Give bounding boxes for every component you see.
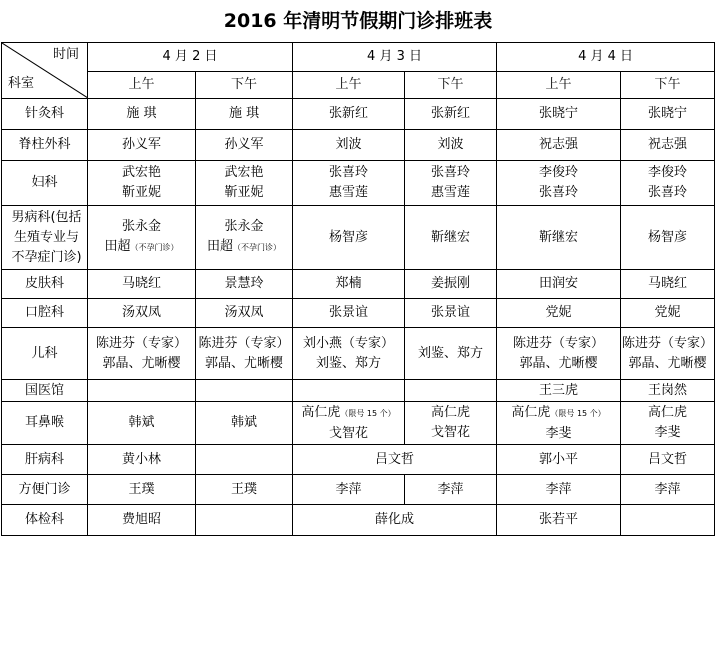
corner-time-label: 时间 bbox=[52, 47, 79, 62]
schedule-cell-empty bbox=[196, 505, 293, 536]
doctor-name: 李斐 bbox=[654, 425, 681, 440]
table-row bbox=[2, 402, 715, 445]
doctor-name: 武宏艳 bbox=[224, 165, 264, 180]
table-row bbox=[2, 328, 715, 380]
schedule-cell: 田润安 bbox=[497, 270, 621, 299]
schedule-cell: 汤双凤 bbox=[196, 299, 293, 328]
schedule-cell: 张新红 bbox=[293, 99, 405, 130]
doctor-name: 张喜玲 bbox=[648, 185, 688, 200]
schedule-cell: 靳继宏 bbox=[497, 206, 621, 270]
schedule-cell: 韩斌 bbox=[196, 402, 293, 445]
schedule-cell: 郑楠 bbox=[293, 270, 405, 299]
schedule-cell: 马晓红 bbox=[621, 270, 715, 299]
schedule-cell: 吕文哲 bbox=[621, 445, 715, 475]
table-row bbox=[2, 206, 715, 270]
doctor-name: 戈智花 bbox=[329, 425, 369, 441]
doctor-name: 靳亚妮 bbox=[224, 185, 264, 200]
doctor-name: 高仁虎 bbox=[431, 405, 471, 420]
doctor-name: 郭晶、尤晰樱 bbox=[102, 355, 181, 371]
dept-name: 方便门诊 bbox=[2, 475, 88, 505]
date-header-apr2: 4 月 2 日 bbox=[88, 43, 293, 72]
doctor-name-with-note bbox=[88, 237, 195, 258]
period-pm: 下午 bbox=[405, 71, 497, 99]
table-row bbox=[2, 99, 715, 130]
schedule-cell-empty bbox=[196, 445, 293, 475]
doctor-name: 李俊玲 bbox=[539, 165, 579, 180]
schedule-cell: 张晓宁 bbox=[497, 99, 621, 130]
doctor-name: 惠雪莲 bbox=[329, 185, 369, 200]
schedule-cell: 党妮 bbox=[497, 299, 621, 328]
schedule-table bbox=[1, 42, 715, 536]
schedule-cell-empty bbox=[293, 380, 405, 402]
schedule-cell: 吕文哲 bbox=[293, 445, 497, 475]
schedule-cell bbox=[497, 402, 621, 445]
dept-name-line: 生殖专业与 bbox=[13, 229, 79, 245]
table-row bbox=[2, 445, 715, 475]
schedule-cell bbox=[293, 328, 405, 380]
schedule-cell: 杨智彦 bbox=[293, 206, 405, 270]
schedule-cell: 薛化成 bbox=[293, 505, 497, 536]
date-header-apr3: 4 月 3 日 bbox=[293, 43, 497, 72]
schedule-cell bbox=[293, 402, 405, 445]
schedule-cell bbox=[196, 328, 293, 380]
dept-name-line: 男病科(包括 bbox=[11, 209, 82, 225]
dept-name bbox=[2, 206, 88, 270]
dept-name: 皮肤科 bbox=[2, 270, 88, 299]
doctor-name-with-note bbox=[293, 403, 404, 424]
period-pm: 下午 bbox=[196, 71, 293, 99]
dept-name: 儿科 bbox=[2, 328, 88, 380]
doctor-name-with-note bbox=[497, 403, 620, 424]
table-row bbox=[2, 130, 715, 161]
schedule-cell: 张景谊 bbox=[293, 299, 405, 328]
doctor-name: 郭晶、尤晰樱 bbox=[628, 355, 707, 371]
schedule-cell: 张新红 bbox=[405, 99, 497, 130]
schedule-cell: 景慧玲 bbox=[196, 270, 293, 299]
schedule-cell: 刘波 bbox=[293, 130, 405, 161]
period-am: 上午 bbox=[497, 71, 621, 99]
schedule-cell bbox=[497, 328, 621, 380]
schedule-cell: 李萍 bbox=[621, 475, 715, 505]
schedule-cell bbox=[88, 161, 196, 206]
schedule-cell bbox=[196, 206, 293, 270]
dept-name: 肝病科 bbox=[2, 445, 88, 475]
table-row bbox=[2, 299, 715, 328]
schedule-cell: 张景谊 bbox=[405, 299, 497, 328]
page-title: 2016 年清明节假期门诊排班表 bbox=[223, 10, 493, 32]
doctor-name-with-note bbox=[196, 237, 292, 258]
dept-name: 国医馆 bbox=[2, 380, 88, 402]
header-period-row bbox=[2, 71, 715, 99]
doctor-name: 张喜玲 bbox=[539, 185, 579, 200]
doctor-name: 陈进芬（专家） bbox=[622, 335, 714, 351]
schedule-cell: 孙义军 bbox=[196, 130, 293, 161]
dept-name: 口腔科 bbox=[2, 299, 88, 328]
schedule-cell bbox=[88, 206, 196, 270]
schedule-cell: 马晓红 bbox=[88, 270, 196, 299]
dept-name: 耳鼻喉 bbox=[2, 402, 88, 445]
date-header-apr4: 4 月 4 日 bbox=[497, 43, 715, 72]
doctor-name: 武宏艳 bbox=[121, 165, 161, 180]
quota-note: （限号 15 个） bbox=[550, 408, 606, 418]
doctor-name: 张永金 bbox=[224, 219, 264, 234]
schedule-cell: 祝志强 bbox=[497, 130, 621, 161]
dept-name: 脊柱外科 bbox=[2, 130, 88, 161]
schedule-cell: 祝志强 bbox=[621, 130, 715, 161]
schedule-cell: 刘鉴、郑方 bbox=[405, 328, 497, 380]
schedule-cell bbox=[621, 328, 715, 380]
doctor-name: 刘小燕（专家） bbox=[303, 335, 395, 351]
doctor-name: 陈进芬（专家） bbox=[198, 335, 290, 351]
clinic-note: （不孕门诊） bbox=[233, 243, 282, 252]
schedule-cell: 郭小平 bbox=[497, 445, 621, 475]
table-row bbox=[2, 270, 715, 299]
schedule-cell bbox=[405, 402, 497, 445]
schedule-cell-empty bbox=[196, 380, 293, 402]
doctor-name: 李斐 bbox=[545, 425, 572, 441]
schedule-cell: 李萍 bbox=[497, 475, 621, 505]
schedule-cell bbox=[293, 161, 405, 206]
schedule-cell: 李萍 bbox=[405, 475, 497, 505]
period-am: 上午 bbox=[293, 71, 405, 99]
schedule-cell: 李萍 bbox=[293, 475, 405, 505]
schedule-cell-empty bbox=[621, 505, 715, 536]
corner-dept-label: 科室 bbox=[8, 76, 35, 91]
schedule-cell: 韩斌 bbox=[88, 402, 196, 445]
schedule-cell-empty bbox=[405, 380, 497, 402]
schedule-cell bbox=[405, 161, 497, 206]
doctor-name: 高仁虎 bbox=[301, 404, 341, 420]
schedule-cell: 费旭昭 bbox=[88, 505, 196, 536]
dept-name-line: 不孕症门诊) bbox=[11, 249, 82, 265]
schedule-cell: 王三虎 bbox=[497, 380, 621, 402]
doctor-name: 高仁虎 bbox=[648, 405, 688, 420]
doctor-name: 靳亚妮 bbox=[121, 185, 161, 200]
doctor-name: 惠雪莲 bbox=[431, 185, 471, 200]
doctor-name: 田超 bbox=[104, 239, 131, 254]
dept-name: 针灸科 bbox=[2, 99, 88, 130]
doctor-name: 张喜玲 bbox=[431, 165, 471, 180]
schedule-cell bbox=[497, 161, 621, 206]
table-row bbox=[2, 505, 715, 536]
doctor-name: 高仁虎 bbox=[511, 404, 551, 420]
schedule-cell: 刘波 bbox=[405, 130, 497, 161]
schedule-cell: 王璞 bbox=[196, 475, 293, 505]
doctor-name: 张喜玲 bbox=[329, 165, 369, 180]
dept-name: 妇科 bbox=[2, 161, 88, 206]
doctor-name: 张永金 bbox=[121, 219, 161, 234]
doctor-name: 陈进芬（专家） bbox=[95, 335, 187, 351]
schedule-cell: 王璞 bbox=[88, 475, 196, 505]
doctor-name: 戈智花 bbox=[431, 425, 471, 440]
schedule-cell: 孙义军 bbox=[88, 130, 196, 161]
doctor-name: 郭晶、尤晰樱 bbox=[205, 355, 284, 371]
corner-cell bbox=[2, 43, 88, 99]
clinic-note: （不孕门诊） bbox=[130, 243, 179, 252]
schedule-cell: 杨智彦 bbox=[621, 206, 715, 270]
period-am: 上午 bbox=[88, 71, 196, 99]
doctor-name: 陈进芬（专家） bbox=[513, 335, 605, 351]
table-row bbox=[2, 161, 715, 206]
doctor-name: 刘鉴、郑方 bbox=[316, 355, 382, 371]
table-row bbox=[2, 380, 715, 402]
schedule-cell bbox=[621, 402, 715, 445]
doctor-name: 李俊玲 bbox=[648, 165, 688, 180]
header-date-row bbox=[2, 43, 715, 72]
schedule-cell: 施 琪 bbox=[88, 99, 196, 130]
schedule-cell bbox=[196, 161, 293, 206]
schedule-cell: 党妮 bbox=[621, 299, 715, 328]
schedule-cell: 汤双凤 bbox=[88, 299, 196, 328]
schedule-cell: 靳继宏 bbox=[405, 206, 497, 270]
schedule-cell bbox=[621, 161, 715, 206]
schedule-cell-empty bbox=[88, 380, 196, 402]
schedule-cell: 施 琪 bbox=[196, 99, 293, 130]
period-pm: 下午 bbox=[621, 71, 715, 99]
schedule-cell bbox=[88, 328, 196, 380]
doctor-name: 郭晶、尤晰樱 bbox=[519, 355, 598, 371]
doctor-name: 田超 bbox=[207, 239, 234, 254]
schedule-cell: 王岗然 bbox=[621, 380, 715, 402]
schedule-cell: 黄小林 bbox=[88, 445, 196, 475]
schedule-cell: 姜振刚 bbox=[405, 270, 497, 299]
schedule-cell: 张若平 bbox=[497, 505, 621, 536]
quota-note: （限号 15 个） bbox=[340, 408, 396, 418]
dept-name: 体检科 bbox=[2, 505, 88, 536]
table-row bbox=[2, 475, 715, 505]
schedule-cell: 张晓宁 bbox=[621, 99, 715, 130]
